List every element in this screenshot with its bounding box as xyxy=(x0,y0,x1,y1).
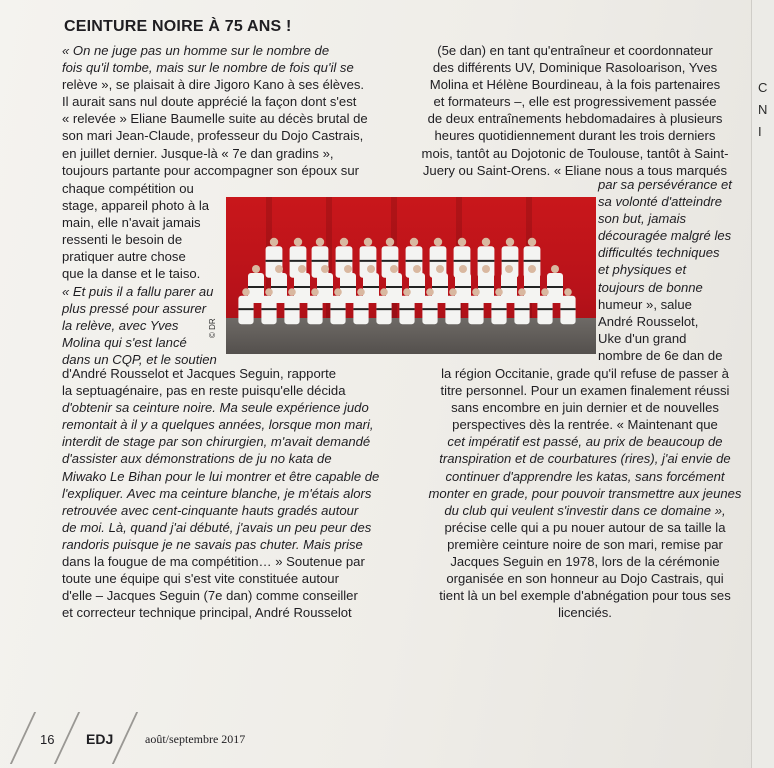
text-line: et correcteur technique principal, André Rousselot xyxy=(62,605,352,621)
text-line: perspectives dès la rentrée. « Maintenant que xyxy=(452,417,718,433)
text-line: la région Occitanie, grade qu'il refuse de passer à xyxy=(441,366,729,381)
text-line: pratiquer autre chose xyxy=(62,249,186,265)
text-line: sa volonté d'atteindre xyxy=(598,194,723,210)
text-line: remontait à il y a quelques années, lorsque mon mari, xyxy=(62,417,374,433)
text-line: dans la fougue de ma compétition… » Soutenue par xyxy=(62,554,365,570)
text-line: main, elle n'avait jamais xyxy=(62,215,201,231)
adjacent-letter: N xyxy=(758,102,768,117)
text-line: monter en grade, pour pouvoir transmettre aux jeunes xyxy=(428,485,742,501)
page-number: 16 xyxy=(40,732,55,747)
text-line: Molina qui s'est lancé xyxy=(62,334,187,350)
text-line: par sa persévérance et xyxy=(598,177,732,192)
text-line: Juery ou Saint-Orens. « Eliane nous a tous marqués xyxy=(422,162,728,178)
column-2-top xyxy=(400,42,750,179)
footer-chevron-decoration xyxy=(54,712,80,764)
text-line: continuer d'apprendre les katas, sans forcément xyxy=(445,468,725,484)
magazine-name: EDJ xyxy=(86,731,114,747)
column-2-wrap xyxy=(598,176,763,364)
text-line: et formateurs –, elle est progressivement passée xyxy=(433,94,717,110)
text-line: mois, tantôt au Dojotonic de Toulouse, tantôt à Saint- xyxy=(421,145,729,161)
text-line: titre personnel. Pour un examen finalement réussi xyxy=(440,383,730,399)
text-line: licenciés. xyxy=(558,605,612,621)
text-line: la septuagénaire, pas en reste puisqu'elle décida xyxy=(62,383,346,399)
text-line: toujours de bonne xyxy=(598,279,703,295)
text-line: « Et puis il a fallu parer au xyxy=(62,283,214,299)
text-line: d'elle – Jacques Seguin (7e dan) comme conseiller xyxy=(62,588,358,604)
text-line: dans un CQP, et le soutien xyxy=(62,351,217,367)
text-line: interdit de stage par son chirurgien, m'avait demandé xyxy=(62,434,371,450)
text-line: toujours partante pour accompagner son époux sur xyxy=(62,162,359,178)
article-title: CEINTURE NOIRE À 75 ANS ! xyxy=(64,18,292,35)
footer-chevron-decoration xyxy=(112,712,138,764)
column-1-top xyxy=(62,42,387,179)
text-line: transpiration et de courbatures (rires), j'ai envie de xyxy=(439,451,731,467)
text-line: André Rousselot, xyxy=(598,313,699,329)
text-line: randoris puisque je ne savais pas chuter. Mais prise xyxy=(62,536,363,552)
group-photo xyxy=(226,197,596,354)
text-line: que la danse et le taiso. xyxy=(62,266,201,282)
text-line: d'André Rousselot et Jacques Seguin, rapporte xyxy=(62,366,337,381)
text-line: première ceinture noire de son mari, remise par xyxy=(447,536,723,552)
text-line: « On ne juge pas un homme sur le nombre de xyxy=(62,43,330,58)
text-line: d'assister aux démonstrations de ju no kata de xyxy=(62,451,332,467)
text-line: d'obtenir sa ceinture noire. Ma seule expérience judo xyxy=(62,400,369,416)
text-line: plus pressé pour assurer xyxy=(62,300,207,316)
text-line: Miwako Le Bihan pour le lui montrer et être capable de xyxy=(62,468,380,484)
adjacent-letter: C xyxy=(758,80,768,95)
text-line: Molina et Hélène Bourdineau, à la fois partenaires xyxy=(429,77,721,93)
text-line: précise celle qui a pu nouer autour de sa taille la xyxy=(444,519,726,535)
text-line: retrouvée avec cent-cinquante hauts gradés autour xyxy=(62,502,359,518)
text-line: cet impératif est passé, au prix de beaucoup de xyxy=(447,434,723,450)
footer-chevron-decoration xyxy=(10,712,36,764)
text-line: chaque compétition ou xyxy=(62,181,194,196)
column-1-bottom xyxy=(62,365,392,621)
text-line: nombre de 6e dan de xyxy=(598,347,723,363)
text-line: sans encombre en juin dernier et de nouvelles xyxy=(451,400,719,416)
text-line: la relève, avec Yves xyxy=(62,317,179,333)
text-line: fois qu'il tombe, mais sur le nombre de fois qu'il se xyxy=(62,60,354,76)
text-line: relève », se plaisait à dire Jigoro Kano à ses élèves. xyxy=(62,77,365,93)
text-line: (5e dan) en tant qu'entraîneur et coordonnateur xyxy=(437,43,713,58)
text-line: l'expliquer. Avec ma ceinture blanche, je m'étais alors xyxy=(62,485,372,501)
text-line: son but, jamais xyxy=(598,211,687,227)
text-line: Jacques Seguin en 1978, lors de la cérémonie xyxy=(450,554,720,570)
column-1-wrap xyxy=(62,180,220,368)
text-line: découragée malgré les xyxy=(598,228,732,244)
text-line: humeur », salue xyxy=(598,296,692,312)
text-line: tient là un bel exemple d'abnégation pour tous ses xyxy=(439,588,731,604)
text-line: Il aurait sans nul doute apprécié la façon dont s'est xyxy=(62,94,357,110)
text-line: de deux entraînements hebdomadaires à plusieurs xyxy=(427,111,723,127)
judoka-group-figures xyxy=(226,197,596,354)
text-line: et physiques et xyxy=(598,262,687,278)
adjacent-letter: I xyxy=(758,124,762,139)
text-line: ressenti le besoin de xyxy=(62,232,183,248)
photo-credit: © DR xyxy=(208,318,217,338)
text-line: Uke d'un grand xyxy=(598,330,687,346)
text-line: heures quotidiennement durant les trois derniers xyxy=(434,128,716,144)
text-line: « relevée » Eliane Baumelle suite au décès brutal de xyxy=(62,111,368,127)
text-line: organisée en son honneur au Dojo Castrais, qui xyxy=(446,571,724,587)
text-line: son mari Jean-Claude, professeur du Dojo Castrais, xyxy=(62,128,364,144)
text-line: de moi. Là, quand j'ai débuté, j'avais un peu peur des xyxy=(62,519,372,535)
text-line: des différents UV, Dominique Rasoloarison, Yves xyxy=(432,60,718,76)
text-line: du club qui veulent s'investir dans ce domaine », xyxy=(444,502,726,518)
text-line: stage, appareil photo à la xyxy=(62,198,210,214)
text-line: difficultés techniques xyxy=(598,245,720,261)
column-2-bottom xyxy=(400,365,770,621)
issue-date: août/septembre 2017 xyxy=(145,732,246,746)
text-line: toute une équipe qui s'est vite constituée autour xyxy=(62,571,339,587)
text-line: en juillet dernier. Jusque-là « 7e dan gradins », xyxy=(62,145,334,161)
